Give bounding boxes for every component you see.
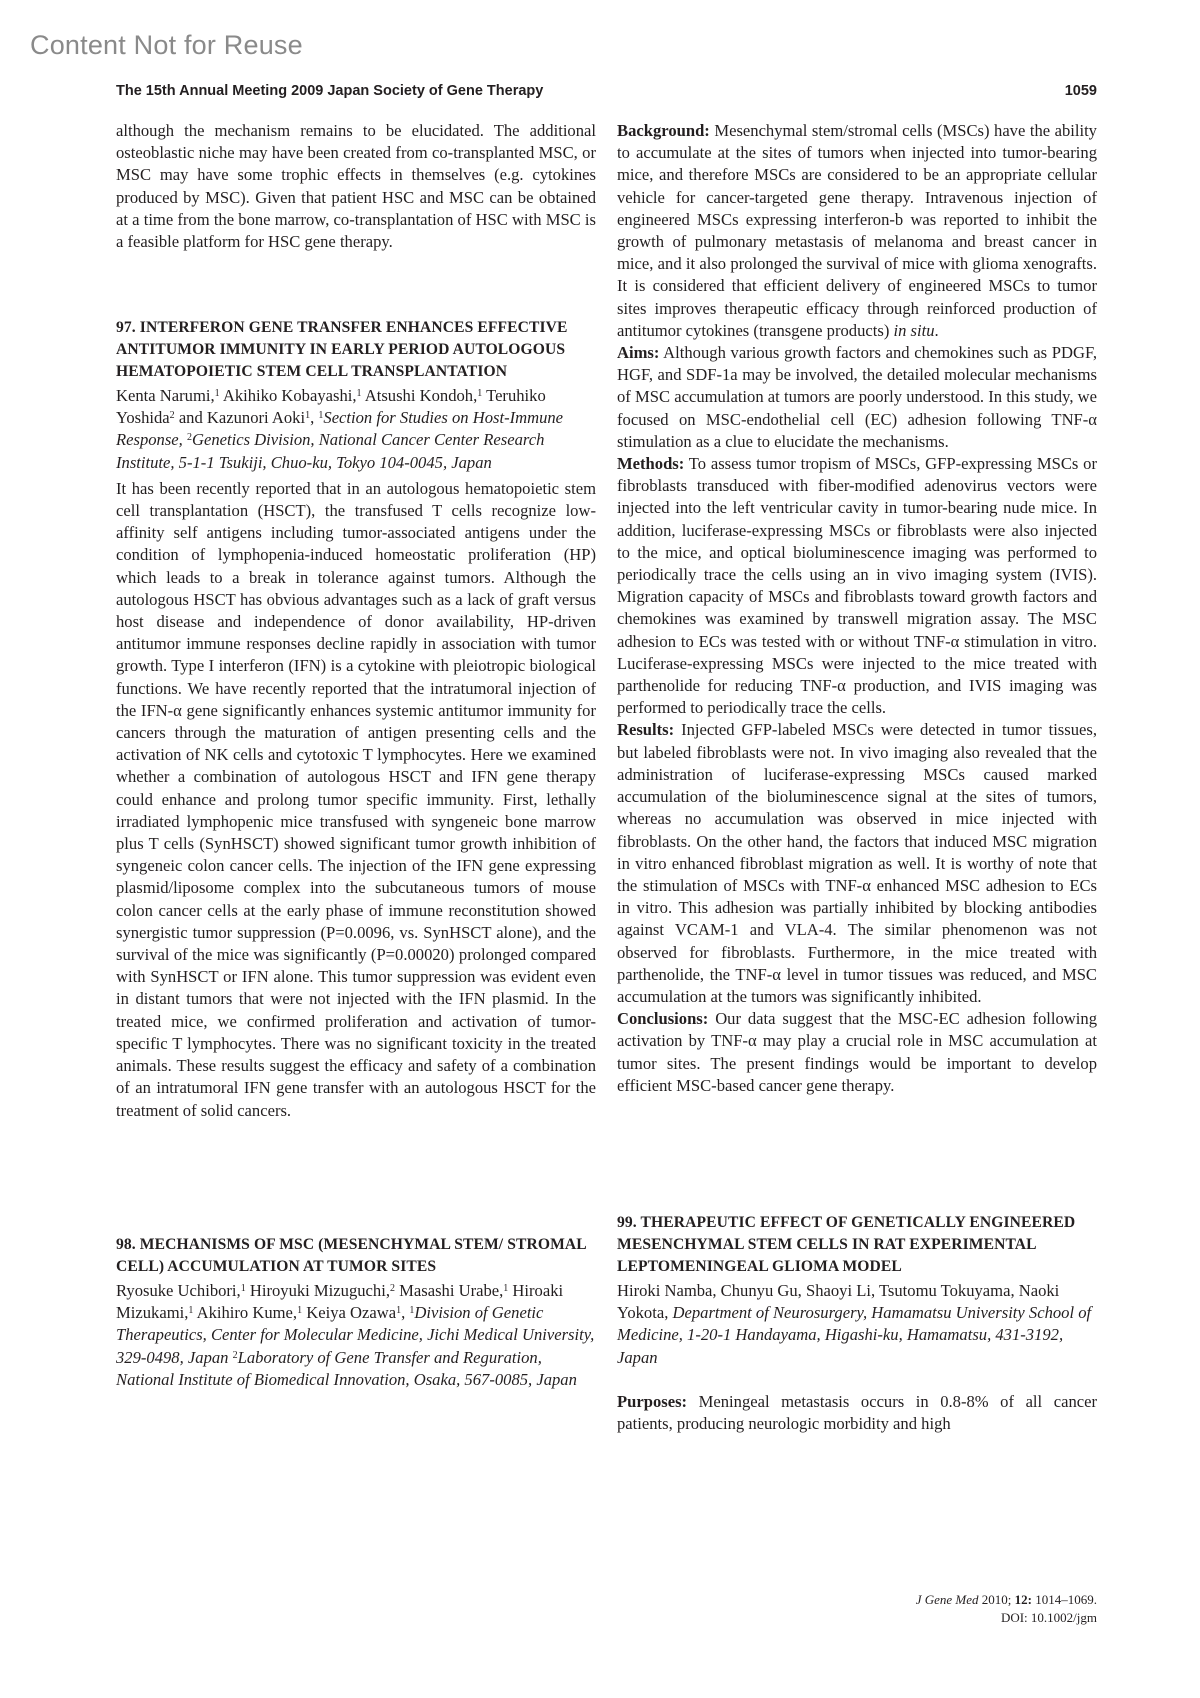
page-number: 1059 <box>1064 83 1097 99</box>
author: Atsushi Kondoh, <box>364 386 478 405</box>
affiliation-mark: 2 <box>186 432 192 444</box>
affiliation: Laboratory of Gene Transfer and Reguration, National Institute of Biomedical Innovation, Osaka, 567-0085, Japan <box>116 1347 577 1389</box>
section-results <box>617 719 1097 1008</box>
left-column <box>116 120 596 253</box>
section-text: Mesenchymal stem/stromal cells (MSCs) have the ability to accumulate at the sites of tumors when injected into tumor-bearing mice, and therefore MSCs are considered to be an appropriate cellular vehicle for cancer-targeted gene therapy. Intravenous injection of engineered MSCs expressing interferon-b was reported to inhibit the growth of pulmonary metastasis of melanoma and breast cancer in mice, and it also prolonged the survival of mice with glioma xenografts. It is considered that efficient delivery of engineered MSCs to tumor sites improves therapeutic efficacy through reinforced production of antitumor cytokines (transgene products) <box>617 121 1097 340</box>
affiliation-mark: 1 <box>477 388 483 399</box>
section-text: Meningeal metastasis occurs in 0.8-8% of all cancer patients, producing neurologic morbidity and high <box>617 1391 1097 1434</box>
affiliation: Genetics Division, National Cancer Center Research Institute, 5-1-1 Tsukiji, Chuo-ku, Tokyo 104-0045, Japan <box>116 430 545 472</box>
year: 2010; <box>981 1592 1012 1607</box>
section-conclusions <box>617 1008 1097 1097</box>
abstract-98-authors: Ryosuke Uchibori,$^1$ Hiroyuki Mizuguchi,$^2$ Masashi Urabe,$^1$ Hiroaki Mizukami,$^1$ Akihiro Kume,$^1$ Keiya Ozawa$^1$, $^1$Division of Genetic Therapeutics, Center for Molecular Medicine, Jichi Medical University, 329-0498, Japan $^2$Laboratory of Gene Transfer and Reguration, National Institute of Biomedical Innovation, Osaka, 567-0085, Japan <box>116 1281 595 1389</box>
abstract-99 <box>617 1212 1097 1435</box>
abstract-97 <box>116 317 596 1122</box>
journal-abbrev: J Gene Med <box>915 1592 979 1607</box>
author: and Kazunori Aoki <box>178 408 306 428</box>
section-label: Purposes: <box>617 1391 688 1411</box>
journal-title: The 15th Annual Meeting 2009 Japan Society of Gene Therapy <box>116 83 544 99</box>
affiliation: Department of Neurosurgery, Hamamatsu University School of Medicine, 1-20-1 Handayama, Higashi-ku, Hamamatsu, 431-3192, Japan <box>617 1303 1092 1367</box>
affiliation-mark: 1 <box>318 410 324 422</box>
section-text: Injected GFP-labeled MSCs were detected in tumor tissues, but labeled fibroblasts were not. In vivo imaging also revealed that the administration of luciferase-expressing MSCs caused marked accumulation of the bioluminescence signal at the sites of tumors, whereas no accumulation was observed in mice injected with fibroblasts. On the other hand, the factors that induced MSC migration in vitro enhanced fibroblast migration as well. It is worthy of note that the stimulation of MSCs with TNF-α enhanced MSC adhesion to ECs in vitro. This adhesion was partially inhibited by blocking antibodies against VCAM-1 and VLA-4. The similar phenomenon was not observed for fibroblasts. Furthermore, in the mice treated with parthenolide, the TNF-α level in tumor tissues was reduced, and MSC accumulation at the tumors was significantly inhibited. <box>617 720 1097 1006</box>
affiliation-mark: 1 <box>240 1283 246 1294</box>
author: Keiya Ozawa <box>306 1303 397 1323</box>
section-label: Background: <box>617 121 710 140</box>
affiliation-mark: 1 <box>503 1283 509 1294</box>
section-methods <box>617 453 1097 719</box>
section-label: Aims: <box>617 343 660 363</box>
section-aims <box>617 342 1097 453</box>
section-background: Background: Mesenchymal stem/stromal cells (MSCs) have the ability to accumulate at the sites of tumors when injected into tumor-bearing mice, and therefore MSCs are considered to be an appropriate cellular vehicle for cancer-targeted gene therapy. Intravenous injection of engineered MSCs expressing interferon-b was reported to inhibit the growth of pulmonary metastasis of melanoma and breast cancer in mice, and it also prolonged the survival of mice with glioma xenografts. It is considered that efficient delivery of engineered MSCs to tumor sites improves therapeutic efficacy through reinforced production of antitumor cytokines (transgene products) in situ. <box>617 121 1097 340</box>
author-list: Hiroki Namba, Chunyu Gu, Shaoyi Li, Tsutomu Tokuyama, Naoki Yokota, <box>617 1281 1060 1323</box>
abstract-97-title: 97. INTERFERON GENE TRANSFER ENHANCES EFFECTIVE ANTITUMOR IMMUNITY IN EARLY PERIOD AUTOLOGOUS HEMATOPOIETIC STEM CELL TRANSPLANTATION <box>116 319 568 380</box>
affiliation-mark: 1 <box>297 1305 303 1317</box>
affiliation-mark: 1 <box>356 388 362 399</box>
page-footer <box>916 1591 1097 1627</box>
affiliation-mark: 1 <box>396 1305 402 1317</box>
section-text: To assess tumor tropism of MSCs, GFP-expressing MSCs or fibroblasts transduced with fiber-modified adenovirus vectors were injected into the left ventricular cavity in tumor-bearing nude mice. In addition, luciferase-expressing MSCs or fibroblasts were also injected to the mice, and optical bioluminescence imaging was performed to periodically trace the cells using an in vivo imaging system (IVIS). Migration capacity of MSCs and fibroblasts toward growth factors and chemokines was examined by transwell migration assay. The MSC adhesion to ECs was tested with or without TNF-α stimulation in vitro. Luciferase-expressing MSCs were injected to the mice treated with parthenolide for reducing TNF-α production, and IVIS imaging was performed to periodically trace the cells. <box>617 454 1097 718</box>
section-text-italic: in situ <box>893 320 935 340</box>
abstract-98-body <box>617 120 1097 1097</box>
citation <box>916 1591 1097 1609</box>
affiliation-mark: 2 <box>232 1349 238 1361</box>
section-label: Conclusions: <box>617 1009 709 1029</box>
section-purposes <box>617 1391 1097 1435</box>
author: Hiroyuki Mizuguchi, <box>249 1281 390 1300</box>
affiliation-mark: 1 <box>188 1305 194 1317</box>
affiliation: Section for Studies on Host-Immune Response, <box>116 408 564 450</box>
running-header <box>116 83 1097 105</box>
author: Akihiro Kume, <box>196 1303 298 1323</box>
affiliation-mark: 2 <box>169 410 175 422</box>
author: Hiroaki Mizukami, <box>116 1281 564 1323</box>
author: Masashi Urabe, <box>399 1281 504 1300</box>
abstract-97-authors: Kenta Narumi,$^1$ Akihiko Kobayashi,$^1$ Atsushi Kondoh,$^1$ Teruhiko Yoshida$^2$ and Kazunori Aoki$^1$, $^1$Section for Studies on Host-Immune Response, $^2$Genetics Division, National Cancer Center Research Institute, 5-1-1 Tsukiji, Chuo-ku, Tokyo 104-0045, Japan <box>116 386 564 472</box>
section-text: Our data suggest that the MSC-EC adhesion following activation by TNF-α may play a crucial role in MSC accumulation at tumor sites. The present findings would be important to develop efficient MSC-based cancer gene therapy. <box>617 1009 1097 1095</box>
affiliation-mark: 1 <box>214 388 220 399</box>
abstract-98-header <box>116 1234 596 1391</box>
section-text: Although various growth factors and chemokines such as PDGF, HGF, and SDF-1a may be involved, the detailed molecular mechanisms of MSC accumulation at tumors are poorly understood. In this study, we focused on MSC-endothelial cell (EC) adhesion following TNF-α stimulation as a clue to elucidate the mechanisms. <box>617 343 1097 451</box>
doi: DOI: 10.1002/jgm <box>1000 1610 1097 1625</box>
author: Teruhiko Yoshida <box>116 386 546 428</box>
section-label: Methods: <box>617 454 685 474</box>
affiliation: Division of Genetic Therapeutics, Center for Molecular Medicine, Jichi Medical University, 329-0498, Japan <box>116 1303 595 1367</box>
pages: 1014–1069. <box>1035 1592 1097 1607</box>
abstract-99-title: 99. THERAPEUTIC EFFECT OF GENETICALLY ENGINEERED MESENCHYMAL STEM CELLS IN RAT EXPERIMENTAL LEPTOMENINGEAL GLIOMA MODEL <box>617 1214 1076 1275</box>
affiliation-mark: 2 <box>389 1283 395 1294</box>
abstract-99-authors <box>617 1280 1097 1369</box>
previous-abstract-continuation: although the mechanism remains to be elucidated. The additional osteoblastic niche may have been created from co-transplanted MSC, or MSC may have some trophic effects in themselves (e.g. cytokines produced by MSC). Given that patient HSC and MSC can be obtained at a time from the bone marrow, co-transplantation of HSC with MSC is a feasible platform for HSC gene therapy. <box>116 121 596 252</box>
watermark: Content Not for Reuse <box>30 30 303 60</box>
author: Ryosuke Uchibori, <box>116 1281 241 1300</box>
author: Kenta Narumi, <box>116 386 215 405</box>
volume: 12: <box>1014 1592 1032 1607</box>
author: Akihiko Kobayashi, <box>222 386 357 405</box>
affiliation-mark: 1 <box>305 410 311 422</box>
abstract-97-body: It has been recently reported that in an autologous hematopoietic stem cell transplantation (HSCT), the transfused T cells recognize low-affinity self antigens including tumor-associated antigens under the condition of lymphopenia-induced homeostatic proliferation (HP) which leads to a break in tolerance against tumors. Although the autologous HSCT has obvious advantages such as a lack of graft versus host disease and independence of donor availability, HP-driven antitumor immune responses decline rapidly in association with tumor growth. Type I interferon (IFN) is a cytokine with pleiotropic biological functions. We have recently reported that the intratumoral injection of the IFN-α gene significantly enhances systemic antitumor immunity for cancers through the maturation of antigen presenting cells and the activation of NK cells and cytotoxic T lymphocytes. Here we examined whether a combination of autologous HSCT and IFN gene therapy could enhance and prolong tumor specific immunity. First, lethally irradiated lymphopenic mice transfused with syngeneic bone marrow plus T cells (SynHSCT) showed significant tumor growth inhibition of syngeneic colon cancer cells. The injection of the IFN gene expressing plasmid/liposome complex into the subcutaneous tumors of mouse colon cancer cells at the early phase of immune reconstitution showed synergistic tumor suppression (P=0.0096, vs. SynHSCT alone), and the survival of the mice was significantly (P=0.00020) prolonged compared with SynHSCT or IFN alone. This tumor suppression was evident even in distant tumors that were not injected with the IFN plasmid. In the treated mice, we confirmed proliferation and activation of tumor-specific T lymphocytes. There was no significant toxicity in the treated animals. These results suggest the efficacy and safety of a combination of an intratumoral IFN gene transfer with an autologous HSCT for the treatment of solid cancers. <box>116 478 596 1120</box>
abstract-98-title: 98. MECHANISMS OF MSC (MESENCHYMAL STEM/ STROMAL CELL) ACCUMULATION AT TUMOR SITES <box>116 1236 586 1275</box>
section-label: Results: <box>617 720 675 740</box>
affiliation-mark: 1 <box>409 1305 415 1317</box>
